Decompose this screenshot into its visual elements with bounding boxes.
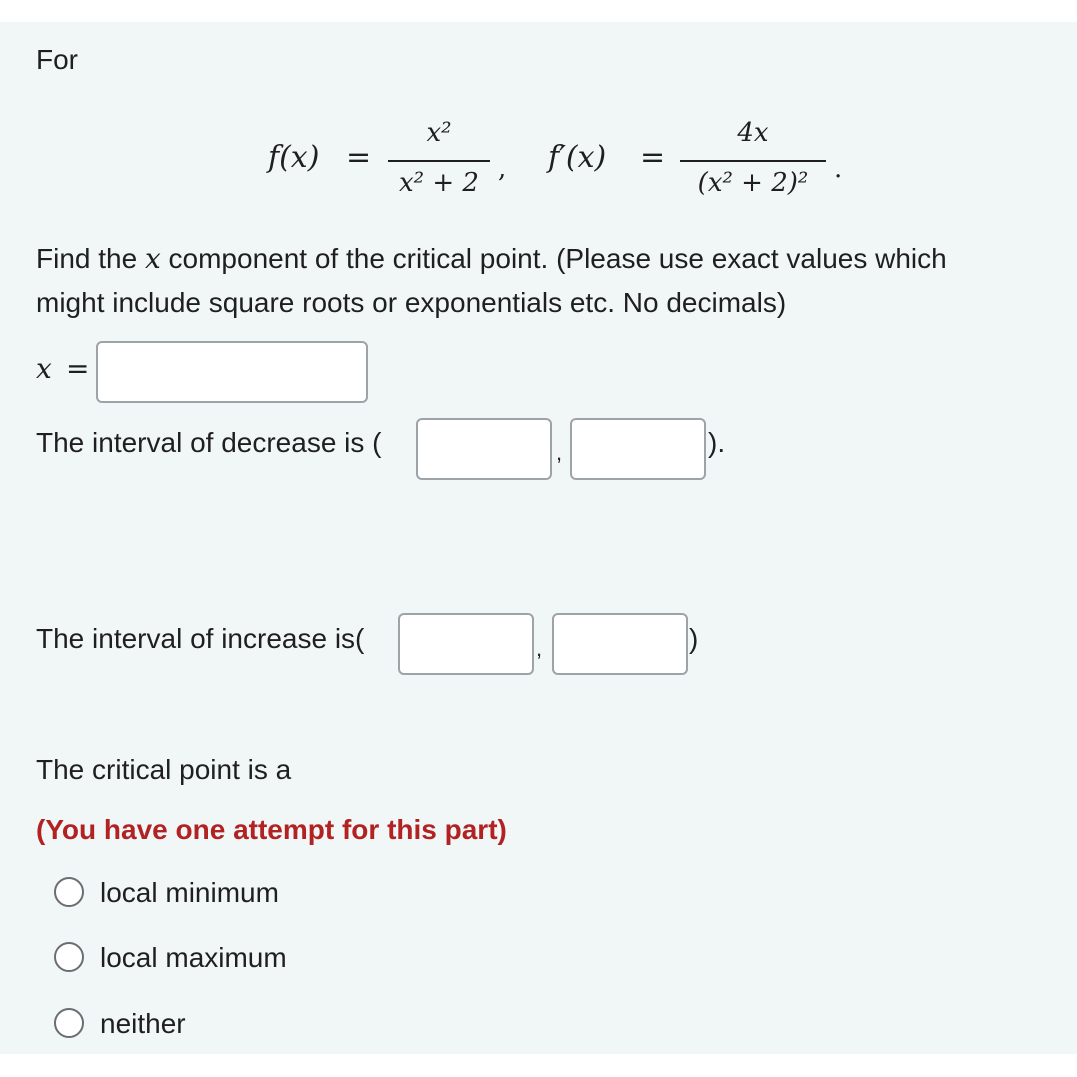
f-comma: , — [498, 154, 507, 184]
question-text-b: component of the critical point. (Please use exact values which — [160, 243, 947, 274]
problem-panel — [0, 22, 1077, 1054]
f-fraction-bar — [388, 160, 490, 162]
fprime-lhs: f′(x) — [548, 140, 607, 175]
formula-block — [0, 22, 1077, 222]
f-equals: = — [346, 140, 372, 175]
fprime-denominator: (x² + 2)² — [697, 168, 809, 198]
radio-neither[interactable] — [54, 1008, 84, 1038]
fprime-equals: = — [640, 140, 666, 175]
option-neither[interactable] — [54, 1005, 354, 1045]
answer-x-var: x — [36, 352, 52, 385]
question-text-a: Find the — [36, 243, 145, 274]
decrease-right-input[interactable] — [570, 418, 706, 480]
fprime-period: . — [834, 154, 843, 184]
critical-x-input[interactable] — [96, 341, 368, 403]
intro-label: For — [36, 44, 78, 75]
fprime-fraction-bar — [680, 160, 826, 162]
question-variable: x — [144, 242, 161, 275]
question-line-2: might include square roots or exponentials etc. No decimals) — [36, 287, 787, 318]
attempt-warning: (You have one attempt for this part) — [36, 814, 507, 845]
increase-separator: , — [536, 636, 543, 661]
option-local-maximum[interactable] — [54, 939, 354, 979]
question-line-1 — [36, 242, 947, 276]
increase-label: The interval of increase is( — [36, 623, 365, 654]
decrease-separator: , — [556, 440, 563, 465]
option-local-minimum[interactable] — [54, 874, 354, 914]
fprime-numerator: 4x — [737, 118, 769, 148]
answer-x-equals: = — [66, 352, 90, 385]
increase-close: ) — [689, 623, 699, 654]
decrease-label: The interval of decrease is ( — [36, 427, 382, 458]
f-lhs: f(x) — [268, 140, 320, 175]
option-label: local minimum — [100, 877, 279, 908]
f-denominator: x² + 2 — [399, 168, 479, 198]
decrease-left-input[interactable] — [416, 418, 552, 480]
increase-left-input[interactable] — [398, 613, 534, 675]
option-label: neither — [100, 1008, 186, 1039]
radio-local-minimum[interactable] — [54, 877, 84, 907]
f-numerator: x² — [426, 118, 452, 148]
option-label: local maximum — [100, 942, 287, 973]
increase-right-input[interactable] — [552, 613, 688, 675]
decrease-close: ). — [708, 427, 726, 458]
critical-label: The critical point is a — [36, 754, 292, 785]
radio-local-maximum[interactable] — [54, 942, 84, 972]
